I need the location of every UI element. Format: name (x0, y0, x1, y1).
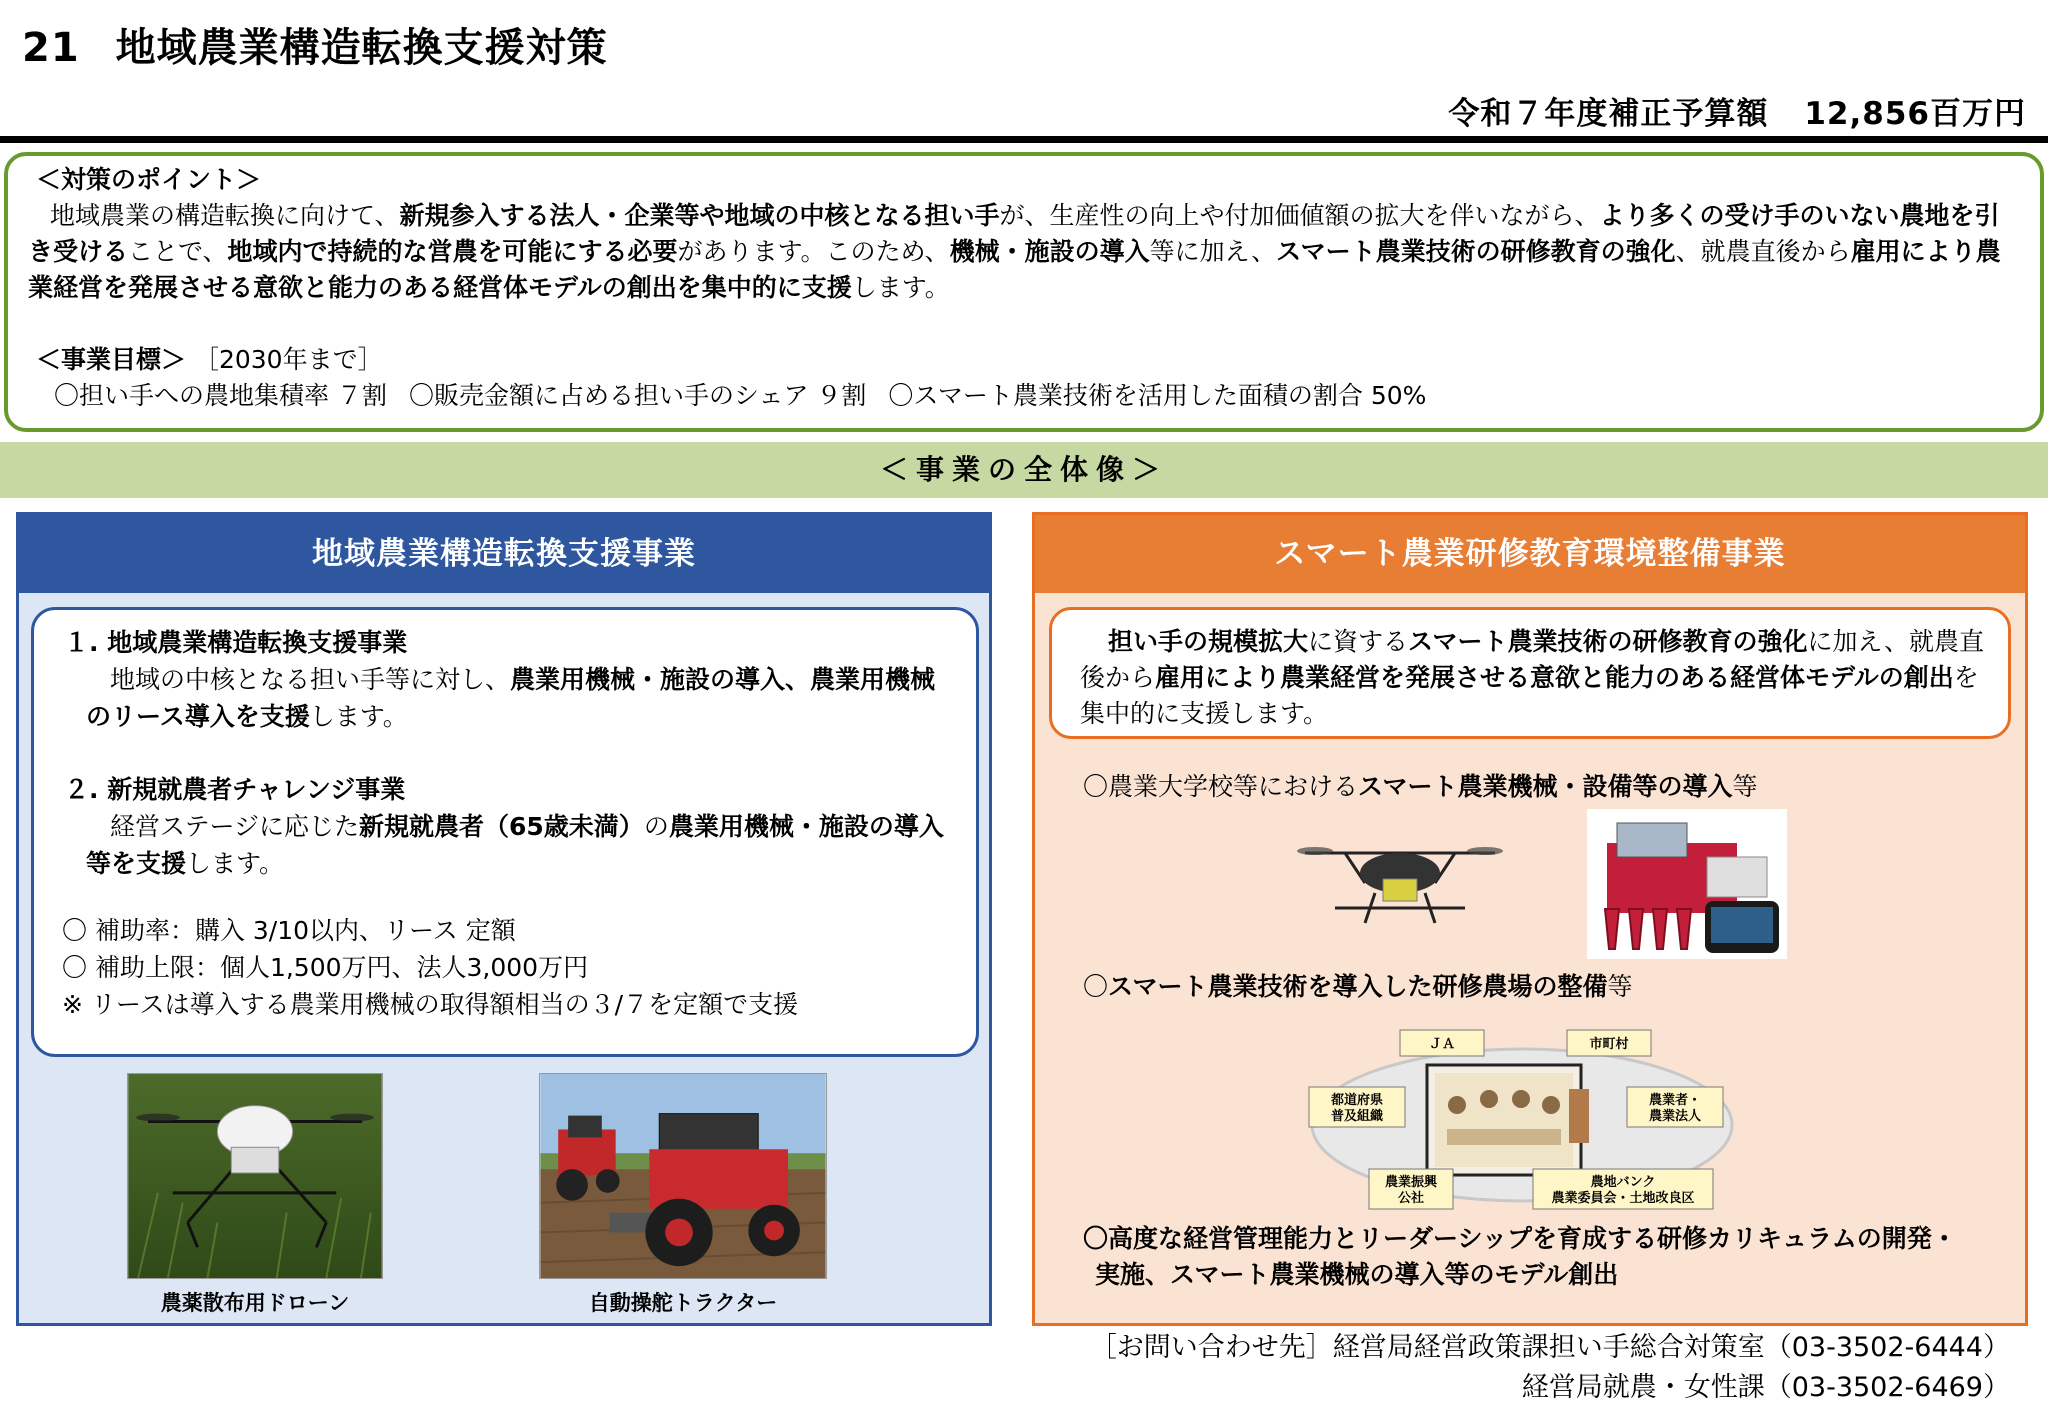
item1-text-run: 地域の中核となる担い手等に対し、 (110, 665, 511, 694)
left-panel-title: 地域農業構造転換支援事業 (19, 515, 989, 593)
points-text-run: 、就農直後から (1675, 237, 1851, 266)
bullet2-run: 等 (1607, 972, 1633, 1001)
bullet1-run: 〇農業大学校等における (1083, 772, 1359, 801)
right-intro-run: 担い手の規模拡大 (1108, 627, 1309, 656)
bullet2-run: 〇 (1083, 972, 1109, 1001)
diagram-city: 市町村 (1589, 1036, 1629, 1051)
item2-text-run: 経営ステージに応じた (110, 812, 360, 841)
bullet2-run: スマート農業技術を導入した研修農場の整備 (1108, 972, 1608, 1001)
right-intro-run: に資する (1308, 627, 1409, 656)
right-intro-run: を集中的に支援します。 (1080, 663, 1979, 728)
drone-caption: 農薬散布用ドローン (160, 1291, 350, 1315)
title-text: 地域農業構造転換支援対策 (115, 25, 608, 71)
bullet-curriculum-line2: 実施、スマート農業機械の導入等のモデル創出 (1095, 1260, 1619, 1289)
policy-points-box (4, 152, 2044, 432)
points-heading: ＜対策のポイント＞ (36, 165, 262, 194)
goal-heading-line (36, 342, 2022, 378)
right-intro-run: スマート農業技術の研修教育の強化 (1408, 627, 1808, 656)
item1-body (86, 661, 956, 735)
goal-heading: ＜事業目標＞ (36, 345, 187, 374)
contact-info (1090, 1328, 2010, 1408)
page-title (22, 16, 608, 73)
budget-amount: 12,856百万円 (1804, 96, 2026, 132)
diagram-farmers-sub: 農業法人 (1648, 1108, 1702, 1123)
points-text-run: 地域内で持続的な営農を可能にする必要 (227, 237, 678, 266)
right-panel-title: スマート農業研修教育環境整備事業 (1035, 515, 2025, 593)
right-intro-run: に加え、就農直後から (1080, 627, 1985, 692)
bullet1-run: 等 (1732, 772, 1758, 801)
points-text-run: より多くの受け手のいない農地を引き受ける (28, 201, 2000, 266)
section-number: 21 (22, 25, 80, 71)
points-text-run: 機械・施設の導入 (949, 237, 1150, 266)
points-text-run: スマート農業技術の研修教育の強化 (1276, 237, 1676, 266)
subsidy-notes (62, 912, 956, 1023)
points-text-run: があります。このため、 (677, 237, 950, 266)
diagram-pref-sub: 普及組織 (1330, 1108, 1384, 1123)
points-text-run: ことで、 (128, 237, 228, 266)
diagram-farmers: 農業者・ (1648, 1092, 1702, 1107)
bullet-curriculum (1083, 1221, 1957, 1293)
diagram-promo-sub: 公社 (1397, 1190, 1425, 1205)
points-text-run: が、生産性の向上や付加価値額の拡大を伴いながら、 (999, 201, 1600, 230)
points-text-run: 等に加え、 (1149, 237, 1277, 266)
goal-item: 〇担い手への農地集積率 ７割 (54, 381, 387, 410)
points-text-run: 雇用により農業経営を発展させる意欲と能力のある経営体モデルの創出を集中的に支援 (28, 237, 2001, 302)
note-line: 〇 補助率：購入 3/10以内、リース 定額 (62, 916, 516, 945)
item2-body (86, 808, 956, 882)
goal-item: 〇販売金額に占める担い手のシェア ９割 (408, 381, 867, 410)
tractor-caption: 自動操舵トラクター (588, 1291, 778, 1315)
drone-photo (127, 1073, 383, 1279)
item2-text-run: 農業用機械・施設の導入等を支援 (86, 812, 944, 878)
diagram-ja: ＪＡ (1428, 1036, 1456, 1051)
item1-text-run: します。 (309, 702, 408, 731)
diagram-pref: 都道府県 (1330, 1092, 1384, 1107)
item2-text-run: 新規就農者（65歳未満） (359, 812, 644, 841)
right-panel-intro-box (1049, 607, 2011, 739)
stakeholder-diagram (1297, 1029, 1747, 1215)
goal-item: 〇スマート農業技術を活用した面積の割合 50% (888, 381, 1427, 410)
contact-line: ［お問い合わせ先］経営局経営政策課担い手総合対策室（03-3502-6444） (1089, 1332, 2010, 1363)
goal-items (54, 378, 2022, 414)
item1-title: １. 地域農業構造転換支援事業 (64, 628, 408, 657)
contact-line: 経営局就農・女性課（03-3502-6469） (1521, 1372, 2010, 1403)
budget-label: 令和７年度補正予算額 (1448, 96, 1769, 132)
right-panel (1032, 512, 2028, 1326)
bullet-training-farm (1083, 969, 1633, 1005)
tractor-photo (539, 1073, 827, 1279)
bullet1-run: スマート農業機械・設備等の導入 (1358, 772, 1733, 801)
note-line: ※ リースは導入する農業用機械の取得額相当の３/７を定額で支援 (62, 990, 799, 1019)
diagram-bank: 農地バンク (1590, 1174, 1656, 1189)
header-rule (0, 136, 2048, 143)
note-line: 〇 補助上限：個人1,500万円、法人3,000万円 (62, 953, 589, 982)
points-text-run: 地域農業の構造転換に向けて、 (50, 201, 400, 230)
points-text-run: します。 (851, 273, 950, 302)
spray-drone-photo (1295, 813, 1505, 939)
diagram-promo: 農業振興 (1384, 1174, 1438, 1189)
item2-text-run: の (643, 812, 669, 841)
harvester-photo (1587, 809, 1787, 959)
points-paragraph (28, 198, 2022, 306)
item2-text-run: します。 (186, 849, 285, 878)
points-text-run: 新規参入する法人・企業等や地域の中核となる担い手 (399, 201, 1000, 230)
item1-text-run: 農業用機械・施設の導入、農業用機械のリース導入を支援 (86, 665, 936, 731)
goal-period: ［2030年まで］ (193, 345, 383, 374)
item2-title: ２. 新規就農者チャレンジ事業 (64, 775, 406, 804)
right-intro-text (1080, 624, 1990, 732)
diagram-bank-sub: 農業委員会・土地改良区 (1551, 1190, 1695, 1205)
overview-band: ＜事業の全体像＞ (0, 442, 2048, 498)
bullet-smart-machinery (1083, 769, 1758, 805)
left-panel (16, 512, 992, 1326)
bullet-curriculum-line1: 〇高度な経営管理能力とリーダーシップを育成する研修カリキュラムの開発・ (1083, 1224, 1957, 1253)
right-intro-run: 雇用により農業経営を発展させる意欲と能力のある経営体モデルの創出 (1155, 663, 1954, 692)
budget-line (1448, 88, 2026, 133)
left-panel-content (31, 607, 979, 1057)
